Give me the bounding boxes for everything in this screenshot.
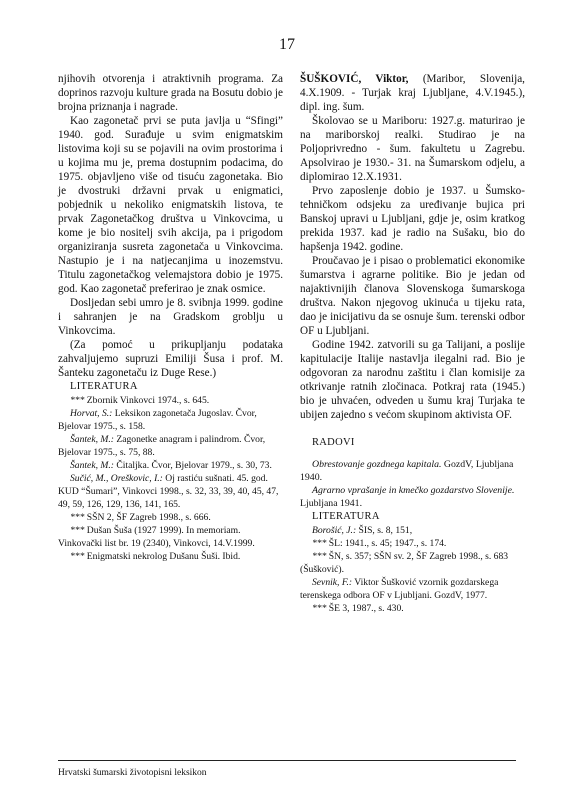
reference-item	[300, 602, 525, 615]
reference-item	[58, 524, 283, 550]
reference-item	[300, 524, 525, 537]
literatura-heading: LITERATURA	[312, 511, 380, 522]
reference-text: ŠE 3, 1987., s. 430.	[326, 603, 404, 614]
reference-text: SŠN 2, ŠF Zagreb 1998., s. 666.	[84, 512, 211, 523]
reference-item	[58, 472, 283, 511]
radovi-heading: RADOVI	[312, 437, 355, 448]
paragraph: Prvo zaposlenje dobio je 1937. u Šumsko-tehničkom odsjeku za uređivanje bujica pri Banskoj upravi u Ljubljani, gdje je, osim kratkog prekida 1937. kad je radio na Sušaku, bio do hapšenja 1942. godine.	[300, 185, 525, 253]
footer: Hrvatski šumarski životopisni leksikon	[58, 768, 207, 778]
reference-item	[300, 576, 525, 602]
reference-item	[58, 550, 283, 563]
reference-item	[300, 537, 525, 550]
reference-author: Sevnik, F.:	[312, 577, 353, 588]
acknowledgement-note: (Za pomoć u prikupljanju podataka zahvaljujemo supruzi Emiliji Šusa i prof. M. Šanteku zagonetaču iz Duge Rese.)	[58, 339, 283, 379]
entry-name: ŠUŠKOVIĆ, Viktor,	[300, 73, 409, 85]
footer-rule	[58, 760, 516, 761]
work-text: GozdV, Ljubljana 1940.	[300, 459, 514, 483]
reference-text: Oj rastiću sušnati. 45. god. KUD “Šumari”, Vinkovci 1998., s. 32, 33, 39, 40, 45, 47, 49, 59, 126, 129, 136, 141, 165.	[58, 473, 279, 510]
literatura-heading: LITERATURA	[70, 381, 138, 392]
reference-text: Zbornik Vinkovci 1974., s. 645.	[84, 395, 210, 406]
reference-item	[58, 394, 283, 407]
reference-item	[58, 459, 283, 472]
paragraph: Kao zagonetač prvi se puta javlja u “Sfingi” 1940. god. Surađuje u svim enigmatskim listovima koji su se pojavili na ovim prostorima i u kojima mu je, prema dostupnim podacima, do 1975. objavljeno više od tisuću zagonetaka. Bio je dvostruki državni prvak u enigmatici, pobjednik u nekoliko enigmatskih listova, te prvak Zagonetačkog društva u Vinkovcima, u kome je bio nositelj svih akcija, pa i prigodom organiziranja susreta zagonetača u Vinkovcima. Nastupio je i na natjecanjima u inozemstvu. Titulu zagonetačkog velemajstora dobio je 1975. god. Kao zagonetač preferirao je znak osmice.	[58, 115, 283, 295]
reference-author: ***	[312, 538, 327, 549]
reference-author: ***	[70, 525, 85, 536]
paragraph: Proučavao je i pisao o problematici ekonomike šumarstva i agrarne politike. Bio je jedan od najaktivnijih članova Slovenskoga šumarskoga društva. Nakon njegovog ukinuća u tijeku rata, dao je inicijativu da se osnuje šum. terenski odbor OF u Ljubljani.	[300, 255, 525, 337]
work-title: Obrestovanje gozdnega kapitala.	[312, 459, 442, 470]
reference-text: Viktor Šušković vzornik gozdarskega terenskega odbora OF v Ljubljani. GozdV, 1977.	[300, 577, 499, 601]
work-text: Ljubljana 1941.	[300, 498, 363, 509]
left-column	[58, 72, 283, 563]
paragraph: Godine 1942. zatvorili su ga Talijani, a poslije kapitulacije Italije nastavlja ilegalni rad. Bio je odgovoran za narodnu zaštitu i član komisije za otkrivanje ratnih zločinaca. Potkraj rata (1945.) bio je uhvaćen, odveden u šumu kraj Turjaka te ubijen zajedno s većom skupinom aktivista OF.	[300, 339, 525, 421]
reference-text: Čitaljka. Čvor, Bjelovar 1979., s. 30, 73.	[113, 460, 272, 471]
paragraph: Dosljedan sebi umro je 8. svibnja 1999. godine i sahranjen je na Gradskom groblju u Vinkovcima.	[58, 297, 283, 337]
reference-author: ***	[312, 603, 327, 614]
reference-item	[300, 550, 525, 576]
reference-item	[58, 407, 283, 433]
reference-author: Borošić, J.:	[312, 525, 357, 536]
reference-author: Šantek, M.:	[70, 434, 114, 445]
entry-intro: (Maribor, Slovenija, 4.X.1909. - Turjak kraj Ljubljane, 4.V.1945.), dipl. ing. šum.	[300, 73, 525, 113]
entry-header	[300, 72, 525, 114]
reference-text: ŠN, s. 357; SŠN sv. 2, ŠF Zagreb 1998., s. 683 (Šušković).	[300, 551, 509, 575]
paragraph: njihovih otvorenja i atraktivnih programa. Za doprinos razvoju kulture grada na Bosutu dobio je brojna priznanja i nagrade.	[58, 73, 283, 113]
reference-author: Sučić, M., Oreškovic, I.:	[70, 473, 163, 484]
work-title: Agrarno vprašanje in kmečko gozdarstvo Slovenije.	[312, 485, 515, 496]
right-column	[300, 72, 525, 615]
reference-item	[58, 511, 283, 524]
reference-text: Dušan Šuša (1927 1999). In memoriam. Vinkovački list br. 19 (2340), Vinkovci, 14.V.1999.	[58, 525, 255, 549]
reference-author: ***	[70, 551, 85, 562]
reference-author: ***	[70, 395, 85, 406]
reference-author: Horvat, S.:	[70, 408, 113, 419]
reference-author: Šantek, M.:	[70, 460, 114, 471]
reference-item	[58, 433, 283, 459]
reference-text: Leksikon zagonetača Jugoslav. Čvor, Bjelovar 1975., s. 158.	[58, 408, 257, 432]
reference-author: ***	[70, 512, 85, 523]
reference-text: Enigmatski nekrolog Dušanu Šuši. Ibid.	[84, 551, 241, 562]
reference-text: Zagonetke anagram i palindrom. Čvor, Bjelovar 1975., s. 75, 88.	[58, 434, 266, 458]
work-item	[300, 458, 525, 484]
paragraph: Školovao se u Mariboru: 1927.g. maturirao je na mariborskoj realki. Studirao je na Poljoprivredno - šum. fakultetu u Zagrebu. Apsolvirao je 1930.- 31. na Šumarskom odjelu, a diplomirao 12.X.1931.	[300, 115, 525, 183]
reference-text: ŠIS, s. 8, 151,	[356, 525, 413, 536]
reference-text: ŠL: 1941., s. 45; 1947., s. 174.	[326, 538, 447, 549]
page-number: 17	[279, 36, 295, 53]
reference-author: ***	[312, 551, 327, 562]
work-item	[300, 484, 525, 510]
